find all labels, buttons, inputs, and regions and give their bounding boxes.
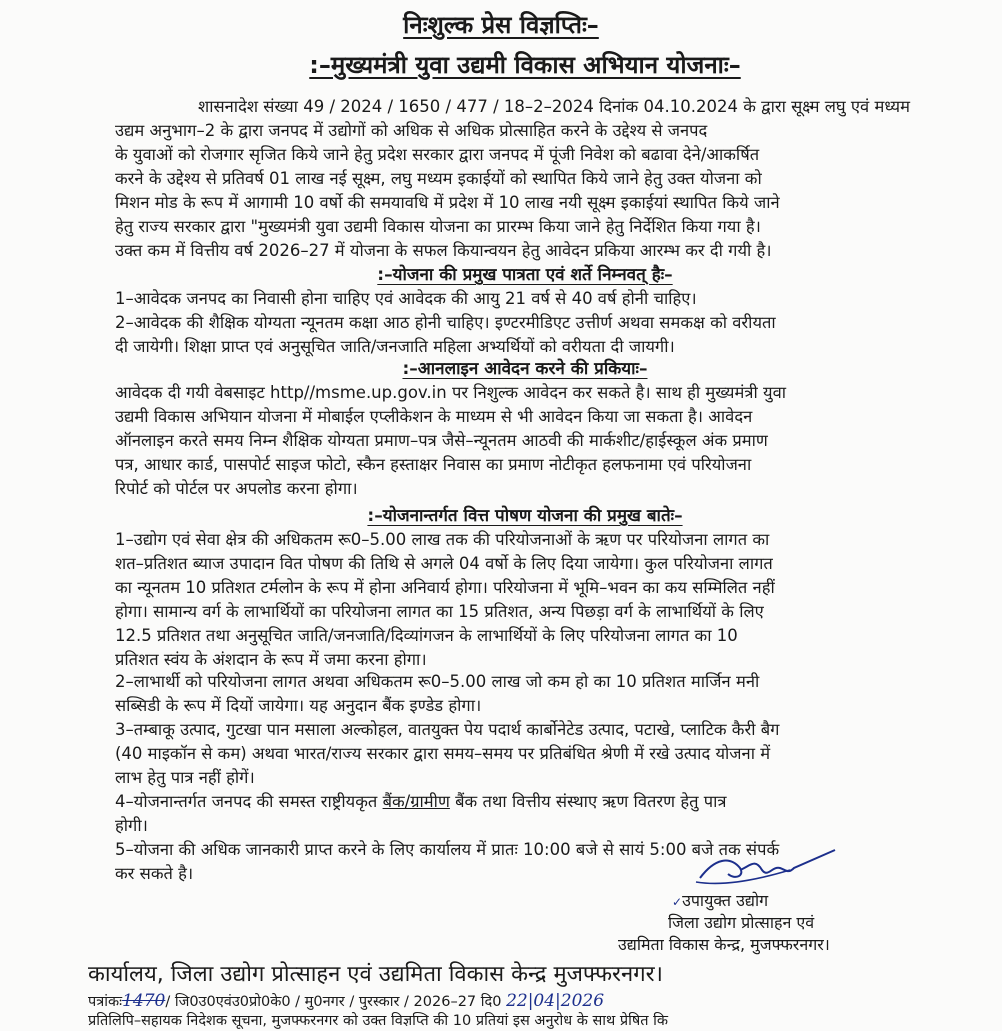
finance-line: 5–योजना की अधिक जानकारी प्राप्त करने के लिए कार्यालय में प्रातः 10:00 बजे से सायं 5:00 बजे तक संपर्क: [115, 840, 780, 859]
online-application-heading: :–आनलाइन आवेदन करने की प्रकियाः–: [402, 359, 648, 379]
intro-line: के युवाओं को रोजगार सृजित किये जाने हेतु प्रदेश सरकार द्वारा जनपद में पूंजी निवेश को बढावा देने/आकर्षित: [115, 145, 760, 164]
letter-date: 22|04|2026: [506, 991, 605, 1011]
finance-line: 12.5 प्रतिशत तथा अनुसूचित जाति/जनजाति/दिव्यांगजन के लाभार्थियों के लिए परियोजना लागत का 10: [115, 626, 738, 645]
letter-reference-text: / जि0उ0एवंउ0प्रो0के0 / मु0नगर / पुरस्कार / 2026–27 दि0: [165, 994, 507, 1010]
finance-line: होगी।: [115, 816, 148, 835]
finance-line: का न्यूनतम 10 प्रतिशत टर्मलोन के रूप में होना अनिवार्य होगा। परियोजना में भूमि–भवन का कय सम्मिलित नहीं: [115, 578, 775, 597]
finance-line: (40 माइकॉन से कम) अथवा भारत/राज्य सरकार द्वारा समय–समय पर प्रतिबंधित श्रेणी में रखे उत्पाद योजना में: [115, 744, 771, 763]
intro-line: करने के उद्देश्य से प्रतिवर्ष 01 लाख नई सूक्ष्म, लघु मध्यम इकाईयों को स्थापित किये जाने हेतु उक्त योजना को: [115, 169, 762, 188]
finance-line: सब्सिडी के रूप में दियों जायेगा। यह अनुदान बैंक इण्डेड होगा।: [115, 696, 482, 715]
intro-line: उद्यम अनुभाग–2 के द्वारा जनपद में उद्योगों को अधिक से अधिक प्रोत्साहित करने के उद्देश्य से जनपद: [115, 121, 708, 140]
intro-line: हेतु राज्य सरकार द्वारा "मुख्यमंत्री युवा उद्यमी विकास योजना का प्रारम्भ किया जाने हेतु निर्देशित किया गया है।: [115, 217, 761, 236]
online-line: आवेदक दी गयी वेबसाइट http//msme.up.gov.in पर निशुल्क आवेदन कर सकते है। साथ ही मुख्यमंत्री युवा: [115, 383, 787, 402]
eligibility-item: दी जायेगी। शिक्षा प्राप्त एवं अनुसूचित जाति/जनजाति महिला अभ्यर्थियों को वरीयता दी जायगी।: [115, 337, 675, 356]
finance-point-4: [115, 790, 927, 814]
designation-3: उद्यमिता विकास केन्द्र, मुजफ्फरनगर।: [618, 935, 830, 954]
finance-line: लाभ हेतु पात्र नहीं होगें।: [115, 768, 255, 787]
handwritten-signature: [690, 848, 840, 888]
letter-number: 1470: [122, 991, 166, 1011]
intro-line: उक्त कम में वित्तीय वर्ष 2026–27 में योजना के सफल कियान्वयन हेतु आवेदन प्रकिया आरम्भ कर दी गयी है।: [115, 241, 772, 260]
eligibility-item: 1–आवेदक जनपद का निवासी होना चाहिए एवं आवेदक की आयु 21 वर्ष से 40 वर्ष होनी चाहिए।: [115, 289, 697, 308]
eligibility-heading: :–योजना की प्रमुख पात्रता एवं शर्ते निम्नवत् हैः–: [377, 265, 673, 285]
point4-underlined: बैंक/ग्रामीण: [382, 792, 450, 811]
online-line: रिपोर्ट को पोर्टल पर अपलोड करना होगा।: [115, 479, 358, 498]
online-line: उद्यमी विकास अभियान योजना में मोबाईल एप्लीकेशन के माध्यम से भी आवेदन किया जा सकता है। आवेदन: [115, 407, 753, 426]
letter-reference: [88, 990, 604, 1013]
designation-2: जिला उद्योग प्रोत्साहन एवं: [668, 913, 815, 932]
copy-to-line: प्रतिलिपि–सहायक निदेशक सूचना, मुजफ्फरनगर को उक्त विज्ञप्ति की 10 प्रतियां इस अनुरोध के साथ प्रेषित कि: [88, 1013, 669, 1029]
intro-line: शासनादेश संख्या 49 / 2024 / 1650 / 477 / 18–2–2024 दिनांक 04.10.2024 के द्वारा सूक्ष्म लघु एवं मध्यम: [198, 97, 910, 116]
document-title: निःशुल्क प्रेस विज्ञप्तिः–: [403, 11, 599, 39]
check-mark-icon: ✓: [672, 895, 683, 909]
finance-line: होगा। सामान्य वर्ग के लाभार्थियों का परियोजना लागत का 15 प्रतिशत, अन्य पिछड़ा वर्ग के लाभार्थियों के लिए: [115, 602, 764, 621]
designation-1: ✓उपायुक्त उद्योग: [672, 891, 769, 910]
finance-line: 1–उद्योग एवं सेवा क्षेत्र की अधिकतम रू0–5.00 लाख तक की परियोजनाओं के ऋण पर परियोजना लागत का: [115, 530, 770, 549]
point4-text: 4–योजनान्तर्गत जनपद की समस्त राष्ट्रीयकृत: [115, 792, 383, 811]
finance-line: 3–तम्बाकू उत्पाद, गुटखा पान मसाला अल्कोहल, वातयुक्त पेय पदार्थ कार्बोनेटेड उत्पाद, पटाखे, प्लाटिक कैरी बैग: [115, 720, 780, 739]
online-line: पत्र, आधार कार्ड, पासपोर्ट साइज फोटो, स्कैन हस्ताक्षर निवास का प्रमाण नोटीकृत हलफनामा एवं परियोजना: [115, 455, 752, 474]
finance-heading: :–योजनान्तर्गत वित्त पोषण योजना की प्रमुख बातेः–: [367, 506, 683, 526]
point4-text-end: बैंक तथा वित्तीय संस्थाए ऋण वितरण हेतु पात्र: [449, 792, 727, 811]
finance-line: कर सकते है।: [115, 864, 194, 883]
eligibility-item: 2–आवेदक की शैक्षिक योग्यता न्यूनतम कक्षा आठ होनी चाहिए। इण्टरमीडिएट उत्तीर्ण अथवा समकक्ष को वरीयता: [115, 313, 776, 332]
letter-label: पत्रांकः: [88, 994, 123, 1010]
online-line: ऑनलाइन करते समय निम्न शैक्षिक योग्यता प्रमाण–पत्र जैसे–न्यूनतम आठवी की मार्कशीट/हाईस्कूल अंक प्रमाण: [115, 431, 768, 450]
finance-line: 2–लाभार्थी को परियोजना लागत अथवा अधिकतम रू0–5.00 लाख जो कम हो का 10 प्रतिशत मार्जिन मनी: [115, 672, 760, 691]
scheme-title: :–मुख्यमंत्री युवा उद्यमी विकास अभियान योजनाः–: [309, 51, 741, 79]
finance-line: शत–प्रतिशत ब्याज उपादान वित पोषण की तिथि से अगले 04 वर्षो के लिए दिया जायेगा। कुल परियोजना लागत: [115, 554, 773, 573]
finance-line: प्रतिशत स्वंय के अंशदान के रूप में जमा करना होगा।: [115, 650, 427, 669]
office-heading: कार्यालय, जिला उद्योग प्रोत्साहन एवं उद्यमिता विकास केन्द्र मुजफ्फरनगर।: [88, 962, 663, 987]
intro-line: मिशन मोड के रूप में आगामी 10 वर्षो की समयावधि में प्रदेश में 10 लाख नयी सूक्ष्म इकाईयां स्थापित किये जाने: [115, 193, 780, 212]
